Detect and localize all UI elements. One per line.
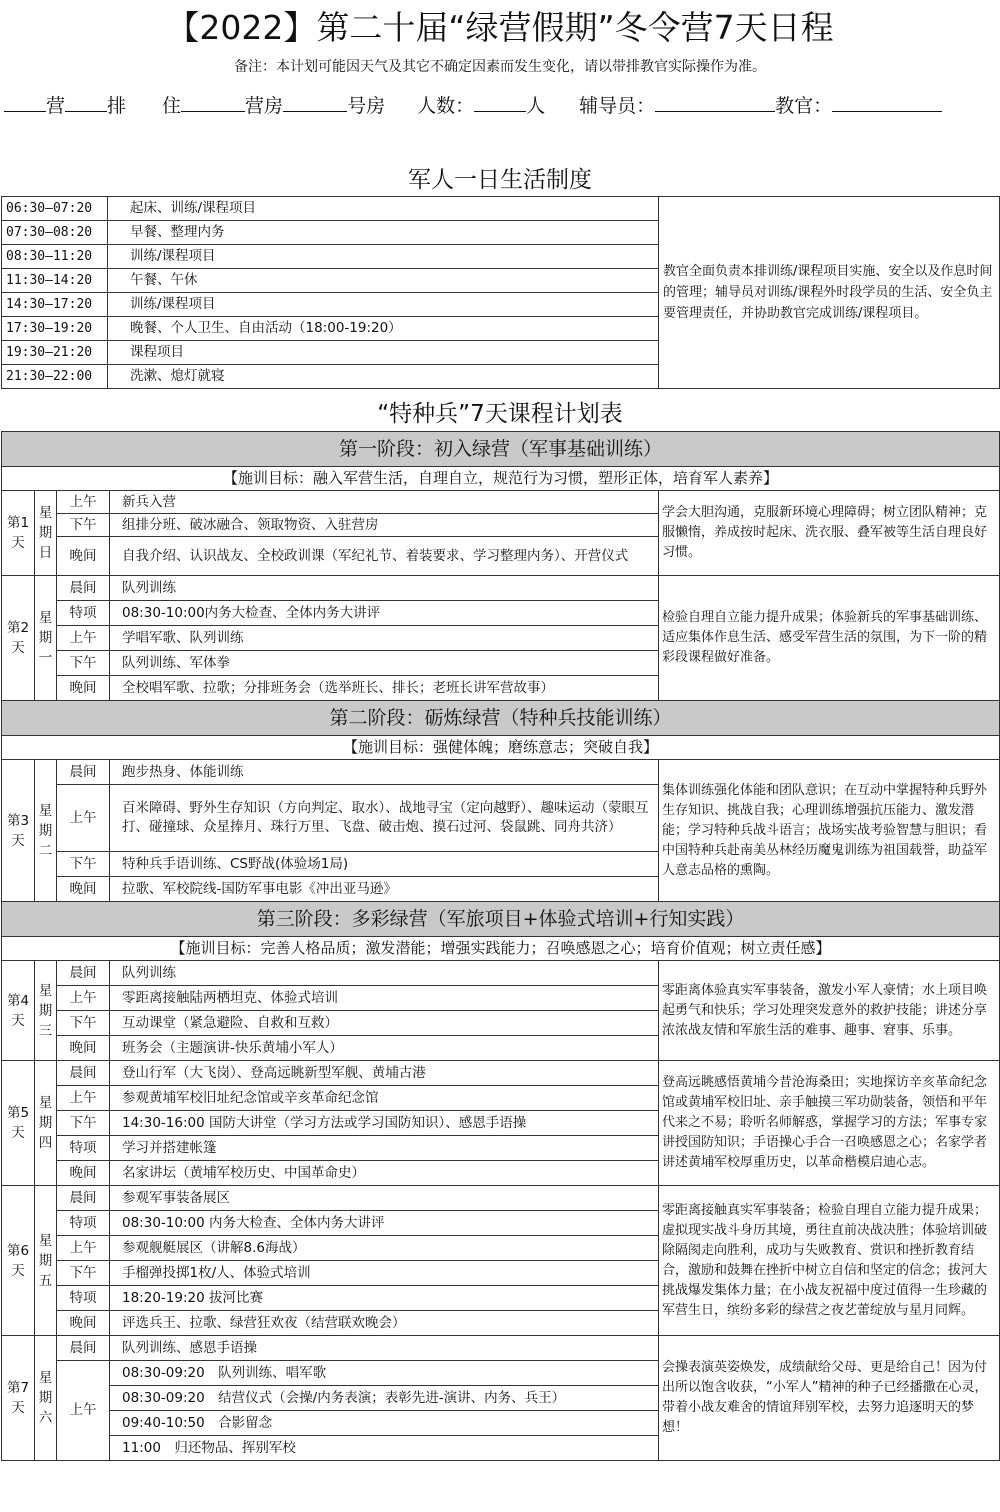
course-content: 队列训练、军体拳 bbox=[110, 651, 659, 676]
time-cell: 19:30—21:20 bbox=[2, 341, 108, 365]
activity-cell: 课程项目 bbox=[108, 341, 659, 365]
day-label: 第2天 bbox=[2, 576, 35, 701]
page-title: 【2022】第二十届“绿营假期”冬令营7天日程 bbox=[166, 8, 834, 47]
field-label: 人 bbox=[526, 95, 546, 117]
schedule-row bbox=[2, 197, 1000, 221]
course-content: 08:30-09:20 结营仪式（会操/内务表演；表彰先进-演讲、内务、兵王） bbox=[110, 1386, 659, 1411]
period-label: 上午 bbox=[57, 1236, 110, 1261]
remark: 备注：本计划可能因天气及其它不确定因素而发生变化，请以带排教官实际操作为准。 bbox=[234, 59, 766, 75]
course-row bbox=[2, 491, 1000, 514]
phase-goal-row bbox=[2, 736, 1000, 760]
course-content: 零距离接触陆两栖坦克、体验式培训 bbox=[110, 986, 659, 1011]
field-label: 营 bbox=[46, 95, 66, 117]
phase-goal: 【施训目标：完善人格品质；激发潜能；增强实践能力；召唤感恩之心；培育价值观；树立责任感】 bbox=[2, 937, 1000, 961]
plan-table bbox=[1, 431, 1000, 1461]
day-label: 第5天 bbox=[2, 1061, 35, 1186]
phase-goal: 【施训目标：强健体魄；磨练意志；突破自我】 bbox=[2, 736, 1000, 760]
activity-cell: 训练/课程项目 bbox=[108, 293, 659, 317]
phase-header bbox=[2, 701, 1000, 736]
course-content: 登山行军（大飞岗）、登高远眺新型军舰、黄埔古港 bbox=[110, 1061, 659, 1086]
info-fields bbox=[4, 90, 996, 118]
time-cell: 17:30—19:20 bbox=[2, 317, 108, 341]
weekday-label: 星期日 bbox=[35, 491, 57, 576]
period-label: 下午 bbox=[57, 852, 110, 877]
field-label: 营房 bbox=[245, 95, 284, 117]
field-label: 人数： bbox=[417, 95, 475, 117]
course-content: 跑步热身、体能训练 bbox=[110, 760, 659, 785]
course-content: 08:30-10:00内务大检查、全体内务大讲评 bbox=[110, 601, 659, 626]
period-label: 上午 bbox=[57, 1086, 110, 1111]
phase-header bbox=[2, 432, 1000, 467]
period-label: 上午 bbox=[57, 1361, 110, 1461]
course-content: 08:30-09:20 队列训练、唱军歌 bbox=[110, 1361, 659, 1386]
course-content: 参观军事装备展区 bbox=[110, 1186, 659, 1211]
period-label: 下午 bbox=[57, 1011, 110, 1036]
course-content: 18:20-19:20 拔河比赛 bbox=[110, 1286, 659, 1311]
day-label: 第1天 bbox=[2, 491, 35, 576]
course-content: 新兵入营 bbox=[110, 491, 659, 514]
period-label: 上午 bbox=[57, 785, 110, 852]
activity-cell: 早餐、整理内务 bbox=[108, 221, 659, 245]
time-cell: 06:30—07:20 bbox=[2, 197, 108, 221]
course-content: 手榴弹投掷1枚/人、体验式培训 bbox=[110, 1261, 659, 1286]
phase-goal-row bbox=[2, 937, 1000, 961]
course-content: 08:30-10:00 内务大检查、全体内务大讲评 bbox=[110, 1211, 659, 1236]
duty-note: 教官全面负责本排训练/课程项目实施、安全以及作息时间的管理；辅导员对训练/课程外时段学员的生活、安全负主要管理责任，并协助教官完成训练/课程项目。 bbox=[659, 197, 1000, 389]
time-cell: 08:30—11:20 bbox=[2, 245, 108, 269]
course-content: 11:00 归还物品、挥别军校 bbox=[110, 1436, 659, 1461]
blank-line bbox=[832, 90, 942, 112]
period-label: 晨间 bbox=[57, 961, 110, 986]
period-label: 晚间 bbox=[57, 1036, 110, 1061]
day-label: 第3天 bbox=[2, 760, 35, 902]
period-label: 下午 bbox=[57, 651, 110, 676]
course-content: 名家讲坛（黄埔军校历史、中国革命史） bbox=[110, 1161, 659, 1186]
course-content: 互动课堂（紧急避险、自救和互救） bbox=[110, 1011, 659, 1036]
day-objective: 学会大胆沟通，克服新环境心理障碍；树立团队精神；克服懒惰，养成按时起床、洗衣服、叠军被等生活自理良好习惯。 bbox=[659, 491, 1000, 576]
course-content: 参观黄埔军校旧址纪念馆或辛亥革命纪念馆 bbox=[110, 1086, 659, 1111]
day-objective: 会操表演英姿焕发，成绩献给父母、更是给自己！因为付出所以饱含收获，“小军人”精神的种子已经播撒在心灵，带着小战友难舍的情谊拜别军校，去努力追逐明天的梦想！ bbox=[659, 1336, 1000, 1461]
period-label: 晨间 bbox=[57, 760, 110, 785]
weekday-label: 星期二 bbox=[35, 760, 57, 902]
course-content: 队列训练、感恩手语操 bbox=[110, 1336, 659, 1361]
day-objective: 检验自理自立能力提升成果；体验新兵的军事基础训练、适应集体作息生活、感受军营生活的氛围，为下一阶的精彩段课程做好准备。 bbox=[659, 576, 1000, 701]
day-label: 第7天 bbox=[2, 1336, 35, 1461]
period-label: 下午 bbox=[57, 1261, 110, 1286]
course-row bbox=[2, 1061, 1000, 1086]
period-label: 晚间 bbox=[57, 537, 110, 576]
time-cell: 11:30—14:20 bbox=[2, 269, 108, 293]
blank-line bbox=[4, 90, 46, 112]
course-row bbox=[2, 576, 1000, 601]
period-label: 特项 bbox=[57, 1211, 110, 1236]
weekday-label: 星期六 bbox=[35, 1336, 57, 1461]
course-content: 队列训练 bbox=[110, 961, 659, 986]
course-content: 班务会（主题演讲-快乐黄埔小军人） bbox=[110, 1036, 659, 1061]
activity-cell: 洗漱、熄灯就寝 bbox=[108, 365, 659, 389]
activity-cell: 起床、训练/课程项目 bbox=[108, 197, 659, 221]
period-label: 晚间 bbox=[57, 1161, 110, 1186]
course-content: 组排分班、破冰融合、领取物资、入驻营房 bbox=[110, 514, 659, 537]
course-row bbox=[2, 1336, 1000, 1361]
course-content: 学习并搭建帐篷 bbox=[110, 1136, 659, 1161]
course-content: 自我介绍、认识战友、全校政训课（军纪礼节、着装要求、学习整理内务）、开营仪式 bbox=[110, 537, 659, 576]
daily-title: 军人一日生活制度 bbox=[408, 167, 592, 193]
phase-title: 第二阶段：砺炼绿营（特种兵技能训练） bbox=[2, 701, 1000, 736]
period-label: 上午 bbox=[57, 986, 110, 1011]
blank-line bbox=[655, 90, 775, 112]
period-label: 晨间 bbox=[57, 1061, 110, 1086]
time-cell: 14:30—17:20 bbox=[2, 293, 108, 317]
field-label: 辅导员： bbox=[579, 95, 656, 117]
course-content: 队列训练 bbox=[110, 576, 659, 601]
blank-line bbox=[283, 90, 347, 112]
course-content: 学唱军歌、队列训练 bbox=[110, 626, 659, 651]
period-label: 下午 bbox=[57, 1111, 110, 1136]
course-content: 14:30-16:00 国防大讲堂（学习方法或学习国防知识）、感恩手语操 bbox=[110, 1111, 659, 1136]
blank-line bbox=[181, 90, 245, 112]
course-content: 拉歌、军校院线-国防军事电影《冲出亚马逊》 bbox=[110, 877, 659, 902]
period-label: 上午 bbox=[57, 626, 110, 651]
period-label: 下午 bbox=[57, 514, 110, 537]
course-content: 特种兵手语训练、CS野战(体验场1局) bbox=[110, 852, 659, 877]
period-label: 晚间 bbox=[57, 877, 110, 902]
field-label: 号房 bbox=[347, 95, 386, 117]
day-objective: 登高远眺感悟黄埔今昔沧海桑田；实地探访辛亥革命纪念馆或黄埔军校旧址、亲手触摸三军功勋装备，领悟和平年代来之不易；聆听名师解惑，掌握学习的方法；军事专家讲授国防知识；手语操心手合一召唤感恩之心；名家学者讲述黄埔军校厚重历史，以革命楷模启迪心志。 bbox=[659, 1061, 1000, 1186]
day-objective: 零距离接触真实军事装备；检验自理自立能力提升成果；虚拟现实战斗身历其境，勇往直前决战决胜；体验培训破除隔阂走向胜利，成功与失败教育、赏识和挫折教育结合，激励和鼓舞在挫折中树立自信和坚定的信念；拔河大挑战爆发集体力量；在小战友祝福中度过值得一生珍藏的军营生日，缤纷多彩的绿营之夜艺蕾绽放与星月同辉。 bbox=[659, 1186, 1000, 1336]
weekday-label: 星期一 bbox=[35, 576, 57, 701]
daily-table bbox=[1, 196, 1000, 389]
period-label: 上午 bbox=[57, 491, 110, 514]
weekday-label: 星期五 bbox=[35, 1186, 57, 1336]
day-objective: 零距离体验真实军事装备，激发小军人豪情；水上项目唤起勇气和快乐；学习处理突发意外的救护技能；讲述分享浓浓战友情和军旅生活的难事、趣事、窘事、乐事。 bbox=[659, 961, 1000, 1061]
phase-goal-row bbox=[2, 467, 1000, 491]
period-label: 晚间 bbox=[57, 676, 110, 701]
phase-title: 第三阶段：多彩绿营（军旅项目+体验式培训+行知实践） bbox=[2, 902, 1000, 937]
activity-cell: 午餐、午休 bbox=[108, 269, 659, 293]
course-row bbox=[2, 760, 1000, 785]
activity-cell: 晚餐、个人卫生、自由活动（18:00-19:20） bbox=[108, 317, 659, 341]
field-label: 住 bbox=[162, 95, 182, 117]
course-content: 09:40-10:50 合影留念 bbox=[110, 1411, 659, 1436]
time-cell: 21:30—22:00 bbox=[2, 365, 108, 389]
day-label: 第6天 bbox=[2, 1186, 35, 1336]
field-label: 教官： bbox=[775, 95, 833, 117]
period-label: 晨间 bbox=[57, 1186, 110, 1211]
activity-cell: 训练/课程项目 bbox=[108, 245, 659, 269]
course-row bbox=[2, 1186, 1000, 1211]
day-objective: 集体训练强化体能和团队意识；在互动中掌握特种兵野外生存知识、挑战自我；心理训练增强抗压能力、激发潜能；学习特种兵战斗语言；战场实战考验智慧与胆识；看中国特种兵赴南美丛林经历魔鬼训练为祖国载誉，助益军人意志品格的熏陶。 bbox=[659, 760, 1000, 902]
period-label: 特项 bbox=[57, 1286, 110, 1311]
phase-header bbox=[2, 902, 1000, 937]
phase-goal: 【施训目标：融入军营生活，自理自立，规范行为习惯，塑形正体，培育军人素养】 bbox=[2, 467, 1000, 491]
weekday-label: 星期四 bbox=[35, 1061, 57, 1186]
period-label: 晚间 bbox=[57, 1311, 110, 1336]
period-label: 晨间 bbox=[57, 576, 110, 601]
weekday-label: 星期三 bbox=[35, 961, 57, 1061]
course-content: 百米障碍、野外生存知识（方向判定、取水）、战地寻宝（定向越野）、趣味运动（蒙眼互打、碰撞球、众星捧月、珠行万里、飞盘、破击炮、摸石过河、袋鼠跳、同舟共济） bbox=[110, 785, 659, 852]
course-content: 全校唱军歌、拉歌；分排班务会（选举班长、排长；老班长讲军营故事） bbox=[110, 676, 659, 701]
blank-line bbox=[474, 90, 526, 112]
plan-title: “特种兵”7天课程计划表 bbox=[377, 401, 623, 427]
blank-line bbox=[65, 90, 107, 112]
period-label: 晨间 bbox=[57, 1336, 110, 1361]
time-cell: 07:30—08:20 bbox=[2, 221, 108, 245]
field-label: 排 bbox=[107, 95, 127, 117]
course-row bbox=[2, 961, 1000, 986]
course-content: 参观舰艇展区（讲解8.6海战） bbox=[110, 1236, 659, 1261]
course-content: 评选兵王、拉歌、绿营狂欢夜（结营联欢晚会） bbox=[110, 1311, 659, 1336]
phase-title: 第一阶段：初入绿营（军事基础训练） bbox=[2, 432, 1000, 467]
day-label: 第4天 bbox=[2, 961, 35, 1061]
period-label: 特项 bbox=[57, 601, 110, 626]
period-label: 特项 bbox=[57, 1136, 110, 1161]
